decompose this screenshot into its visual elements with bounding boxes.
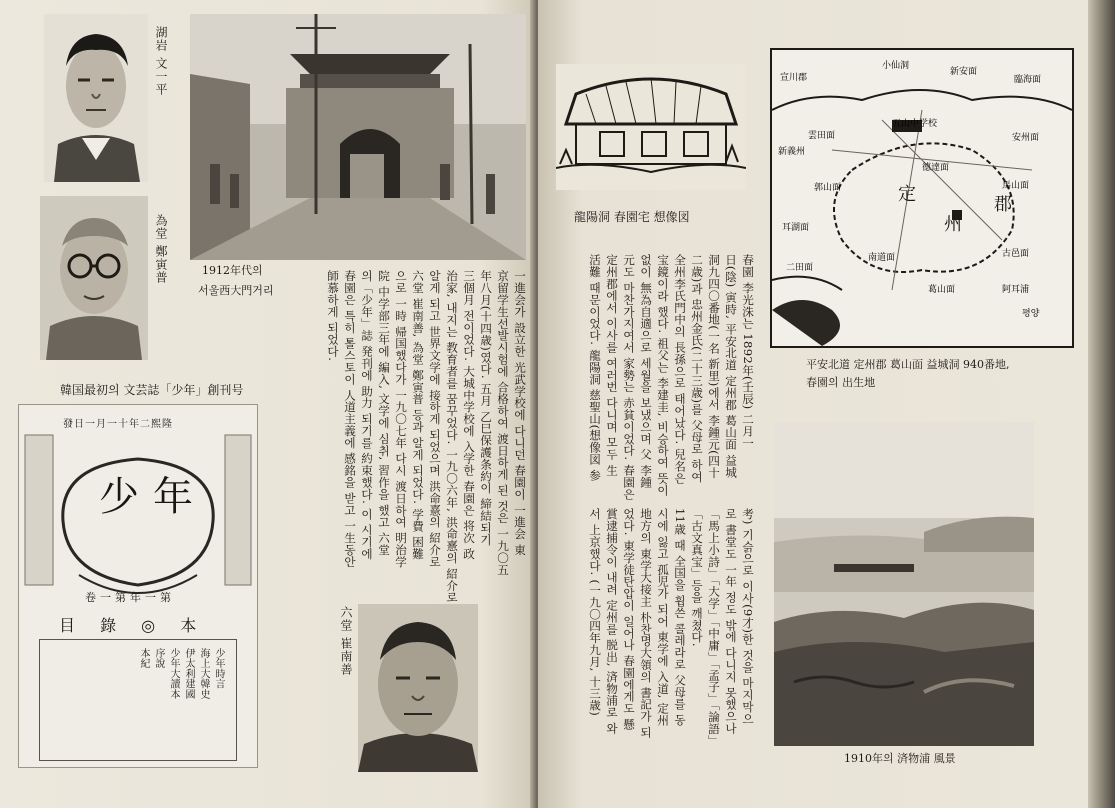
left-body-col-3: 年八月(十四歳)였다. 五月 乙巳保護条約이 締結되기 [479, 270, 493, 546]
magazine-toc-lines [136, 648, 226, 748]
left-body-col-10: 의「少年」誌 発刊에 助力 되기를 約束했다. 이 시기에 [360, 270, 374, 560]
right-body-col-6: 宝鏡이라 했다. 祖父는 李建圭, 비승하여 뜻이 [656, 254, 670, 497]
left-body-col-11: 春園은 특히 톨스토이 人道主義에 感銘을 받고 一生동안 [343, 270, 357, 568]
map-label-goeup: 古邑面 [1002, 249, 1030, 259]
toc-line-3: 伊太利建國 [183, 648, 194, 700]
map-label-jeong: 定 [898, 184, 916, 205]
left-body-col-7: 六堂 崔南善, 為堂 鄭寅普 등과 알게 되었다. 学費 困難 [411, 270, 425, 560]
map-label-imhae: 臨海面 [1014, 75, 1042, 85]
map-label-namdo: 南道面 [868, 253, 896, 263]
right-body-lower-col-4: 「古文真宝」등을 깨쳤다. [690, 508, 704, 647]
map-label-gwaksan: 郭山面 [814, 183, 842, 193]
left-body-col-2: 京留学生선발시험에 合格하여 渡日하게 된 것은 一九〇五 [496, 270, 510, 576]
map-label-pyongyang: 평양 [1022, 309, 1040, 319]
map-label-sinuiju: 新義州 [778, 147, 806, 157]
map-jeongju [770, 48, 1074, 348]
right-body-lower-col-8: 었다. 東学徒탄압이 일어나 春園에게도 懸 [622, 508, 636, 731]
right-body-col-4: 二歳)과 忠州金氏(二十三歳)를 父母로 하여 [690, 254, 704, 483]
photo-gate-caption-line2: 서울西大門거리 [198, 284, 274, 297]
map-label-aipo: 阿耳浦 [1002, 285, 1030, 295]
map-caption-line1: 平安北道 定州郡 葛山面 益城洞 940番地, [806, 358, 1010, 371]
left-body-col-8: 으로 一時 帰国했다가 一九〇七年 다시 渡日하여 明治学 [394, 270, 408, 568]
right-body-lower-col-2: 로 書堂도 一年 정도 밖에 다니지 못했으나 [724, 508, 738, 735]
left-body-col-6: 알게 되고 世界文学에 接하게 되었으며 洪命憙의 紹介로 [428, 270, 442, 568]
right-body-text-upper [556, 254, 756, 501]
right-body-col-1: 春園 李光洙는 1892年(壬辰) 二月一 [741, 254, 755, 450]
map-label-ijeon: 二田面 [786, 263, 814, 273]
left-body-col-1: 一進会가 設立한 光武学校에 다니던 春園이 一進会 東 [513, 270, 527, 556]
toc-line-1: 少年時言 [213, 648, 224, 690]
left-body-col-5: 治家, 내지는 教育者를 꿈꾸었다. 一九〇六年, 洪命憙의 紹介로 [445, 270, 459, 604]
right-body-lower-col-1: 考) 기슭으로 이사(9才)한 것을 마지막으 [741, 508, 755, 725]
sketch-caption: 龍陽洞 春園宅 想像図 [574, 210, 690, 224]
map-label-osan-school: 五山中学校 [892, 119, 938, 129]
right-body-col-2: 日(陰) 寅時, 平安北道 定州郡 葛山面 益城 [724, 254, 738, 478]
photo-port-caption: 1910年의 済物浦 風景 [844, 752, 956, 765]
toc-line-5: 序說 [153, 648, 164, 669]
right-body-col-3: 洞九四〇番地(一名 新里)에서 李鍾元(四十 [707, 254, 721, 479]
right-body-lower-col-9: 賞逮捕令이 내려 定州를 脱出, 済物浦로 와 [605, 508, 619, 735]
map-label-sinan: 新安面 [950, 67, 978, 77]
right-body-lower-col-5: 11歳 때 全国을 휩쓴 콜레라로 父母를 동 [673, 508, 687, 726]
map-label-soseon: 小仙洞 [882, 61, 910, 71]
right-body-col-5: 全州李氏門中의 長孫으로 태어났다. 兒名은 [673, 254, 687, 485]
map-label-masan: 馬山面 [1002, 181, 1030, 191]
magazine-cover [18, 404, 258, 768]
toc-line-4: 少年大讀本 [168, 648, 179, 700]
portrait-1-caption: 湖岩 文一平 [154, 26, 168, 96]
map-label-deokdal: 德達面 [922, 163, 950, 173]
magazine-title: 少年 [99, 474, 207, 520]
map-label-gun: 郡 [994, 194, 1012, 215]
map-label-ju: 州 [944, 214, 962, 235]
magazine-header-date: 發日一月一十年二熙隆 [63, 419, 173, 430]
left-body-col-9: 院 中学部三年에 編入, 文学에 심취, 習作을 했고 六堂 [377, 270, 391, 556]
map-caption-line2: 春園의 出生地 [806, 376, 876, 389]
right-body-col-8: 元도 마찬가지여서 家勢는 赤貧이었다. 春園은 [622, 254, 636, 501]
right-body-text-lower [556, 508, 756, 748]
portrait-3-caption: 六堂 崔南善 [339, 606, 353, 676]
portrait-mun-ilpyeong [44, 14, 148, 182]
portrait-2-caption: 為堂 鄭寅普 [154, 214, 168, 284]
right-body-col-9: 定州郡에서 이사를 여러번 다니며 모두 生 [605, 254, 619, 477]
left-body-col-12: 師慕하게 되었다. [326, 270, 340, 362]
map-label-iho: 耳湖面 [782, 223, 810, 233]
right-body-lower-col-6: 시에 잃고 孤児가 되어 東学에 入道, 定州 [656, 508, 670, 727]
toc-line-2: 海上大韓史 [198, 648, 209, 700]
magazine-volume-line: 卷一第年一第 [85, 591, 175, 604]
magazine-toc-title: 目 錄 ◎ 本 [59, 616, 207, 635]
map-label-seoncheon: 宣川郡 [780, 73, 808, 83]
right-body-lower-col-7: 地方의 東学大接主 朴찬명大領의 書記가 되 [639, 508, 653, 739]
portrait-jeong-inbo [40, 196, 148, 360]
right-body-lower-col-10: 서 上京했다. (一九〇四年九月, 十三歳) [588, 508, 602, 717]
magazine-caption: 韓国最初의 文芸誌「少年」創刊号 [60, 383, 244, 397]
magazine-toc-box [39, 639, 237, 761]
left-body-text [300, 270, 528, 604]
photo-jemulpo-port [774, 422, 1034, 746]
right-body-col-7: 없이 無為自適으로 세월을 보냈으며 父 李鍾 [639, 254, 653, 489]
photo-seodaemun-gate [190, 14, 526, 260]
right-body-col-10: 活難 때문이었다. 龍陽洞 慈聖山(想像図 参 [588, 254, 602, 482]
toc-line-6: 本紀 [138, 648, 149, 669]
right-body-lower-col-3: 「馬上小詩」「大学」「中庸」「孟子」「論語」 [707, 508, 721, 747]
map-label-unjeon: 雲田面 [808, 131, 836, 141]
sketch-house [556, 64, 746, 190]
left-body-col-4: 三個月 전이었다. 大城中学校에 入学한 春園은 将次 政 [462, 270, 476, 560]
page-edge [1088, 0, 1115, 808]
map-label-anju: 安州面 [1012, 133, 1040, 143]
map-label-galsan: 葛山面 [928, 285, 956, 295]
photo-gate-caption-line1: 1912年代의 [202, 264, 263, 277]
portrait-choe-namseon [358, 604, 478, 772]
